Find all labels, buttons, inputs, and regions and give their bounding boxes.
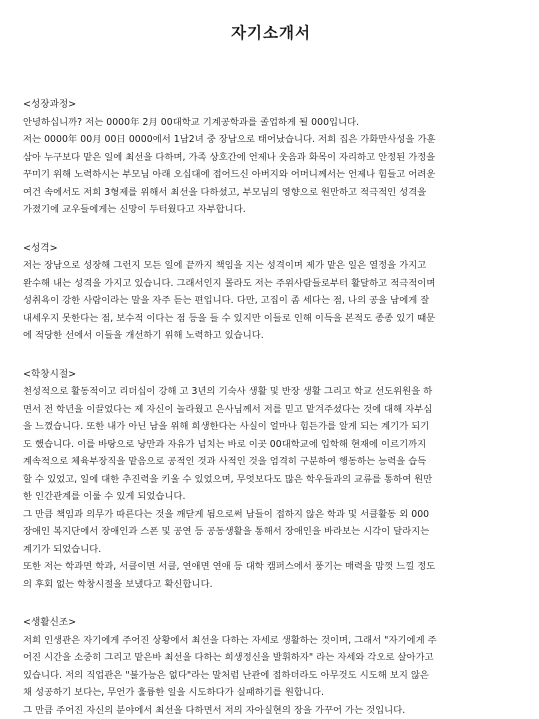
document-title: 자기소개서 xyxy=(231,24,311,42)
paragraph xyxy=(23,114,519,132)
text-line: 안녕하십니까? 저는 0000年 2月 00대학교 기계공학과를 졸업하게 될 000입니다. xyxy=(23,116,360,128)
section-heading: <생활신조> xyxy=(23,617,77,629)
paragraph xyxy=(23,702,519,719)
text-line: 저희 인생관은 자기에게 주어진 상황에서 최선을 다하는 자세로 생활하는 것이며, 그래서 "자기에게 주 xyxy=(23,634,437,646)
text-line: 내세우지 못한다는 점, 보수적 이다는 점 등을 들 수 있지만 이들로 인해 이득을 본적도 종종 있기 때문 xyxy=(23,312,436,324)
text-line: 삼아 누구보다 맡은 일에 최선을 다하며, 가족 상호간에 언제나 웃음과 화목이 자리하고 안정된 가정을 xyxy=(23,151,436,163)
text-line: 채 성공하기 보다는, 무언가 훌륭한 일을 시도하다가 실패하기를 원합니다. xyxy=(23,687,324,699)
text-line: 에 적당한 선에서 이들을 개선하기 위해 노력하고 있습니다. xyxy=(23,330,264,342)
text-line: 가졌기에 교우들에게는 신망이 두터웠다고 자부합니다. xyxy=(23,204,246,216)
text-line: 의 후회 없는 학창시절을 보냈다고 확신합니다. xyxy=(23,578,213,590)
text-line: 계기가 되었습니다. xyxy=(23,543,102,555)
text-line: 꾸미기 위해 노력하시는 부모님 아래 오십대에 접어드신 아버지와 어머니께서는 언제나 힘들고 어려운 xyxy=(23,169,436,181)
paragraph xyxy=(23,558,519,593)
text-line: 저는 장남으로 성장해 그런지 모든 일에 끝까지 책임을 지는 성격이며 제가 맡은 일은 열정을 가지고 xyxy=(23,260,427,272)
paragraph xyxy=(23,257,519,345)
text-line: 어진 시간을 소중히 그리고 맡은바 최선을 다하는 희생정신을 발휘하자" 라는 자세와 각오로 살아가고 xyxy=(23,652,434,664)
text-line: 을 느꼈습니다. 또한 내가 아닌 남을 위해 희생한다는 사실이 얼마나 힘든가를 알게 되는 계기가 되기 xyxy=(23,421,430,433)
text-line: 완수해 내는 성격을 가지고 있습니다. 그래서인지 몰라도 저는 주위사람들로부터 활달하고 적극적이며 xyxy=(23,277,436,289)
text-line: 할 수 있었고, 일에 대한 추진력을 키울 수 있었으며, 무엇보다도 많은 학우들과의 교류를 통하여 원만 xyxy=(23,473,433,485)
text-line: 장애인 복지단에서 장애인과 스폰 및 공연 등 공동생활을 통해서 장애인을 바라보는 시각이 달라지는 xyxy=(23,526,430,538)
section-heading: <학창시절> xyxy=(23,368,77,380)
text-line: 천성적으로 활동적이고 리더십이 강해 고 3년의 기숙사 생활 및 반장 생활 그리고 학교 선도위원을 하 xyxy=(23,386,433,398)
paragraph xyxy=(23,383,519,506)
text-line: 면서 전 학년을 이끌었다는 제 자신이 놀라웠고 은사님께서 저를 믿고 맡겨주셨다는 것에 대해 자부심 xyxy=(23,403,433,415)
text-line: 도 했습니다. 이를 바탕으로 낭만과 자유가 넘치는 바로 이곳 00대학교에 입학해 현재에 이르기까지 xyxy=(23,438,427,450)
paragraph xyxy=(23,131,519,219)
document-body xyxy=(23,96,519,719)
school-life-section xyxy=(23,366,519,594)
text-line: 여건 속에서도 저희 3형제를 위해서 최선을 다하셨고, 부모님의 영향으로 원만하고 적극적인 성격을 xyxy=(23,186,427,198)
paragraph xyxy=(23,632,519,702)
text-line: 한 인간관계를 이룰 수 있게 되었습니다. xyxy=(23,491,186,503)
text-line: 그 만큼 주어진 자신의 분야에서 최선을 다하면서 저의 자아실현의 장을 가꾸어 가는 것입니다. xyxy=(23,704,406,716)
personality-section xyxy=(23,240,519,345)
text-line: 성취욕이 강한 사람이라는 말을 자주 듣는 편입니다. 다만, 고집이 좀 세다는 점, 나의 공을 남에게 잘 xyxy=(23,295,430,307)
text-line: 그 만큼 책임과 의무가 따른다는 것을 깨닫게 됨으로써 남들이 접하지 않은 학과 및 서클활동 외 000 xyxy=(23,508,430,520)
paragraph xyxy=(23,506,519,559)
text-line: 계속적으로 체육부장직을 맡음으로 공적인 것과 사적인 것을 엄격히 구분하여 행동하는 능력을 습득 xyxy=(23,456,427,468)
section-heading: <성격> xyxy=(23,242,58,254)
life-motto-section xyxy=(23,614,519,719)
section-heading: <성장과정> xyxy=(23,99,77,110)
text-line: 저는 0000年 00月 00日 0000에서 1남2녀 중 장남으로 태어났습니다. 저희 집은 가화만사성을 가훈 xyxy=(23,134,436,146)
text-line: 또한 저는 학과면 학과, 서클이면 서클, 연애면 연애 등 대학 캠퍼스에서 풍기는 매력을 맘껏 느낄 정도 xyxy=(23,561,436,573)
growth-section xyxy=(23,96,519,219)
text-line: 있습니다. 저의 직업관은 "불가능은 없다"라는 말처럼 난관에 접하더라도 아무것도 시도해 보지 않은 xyxy=(23,669,429,681)
